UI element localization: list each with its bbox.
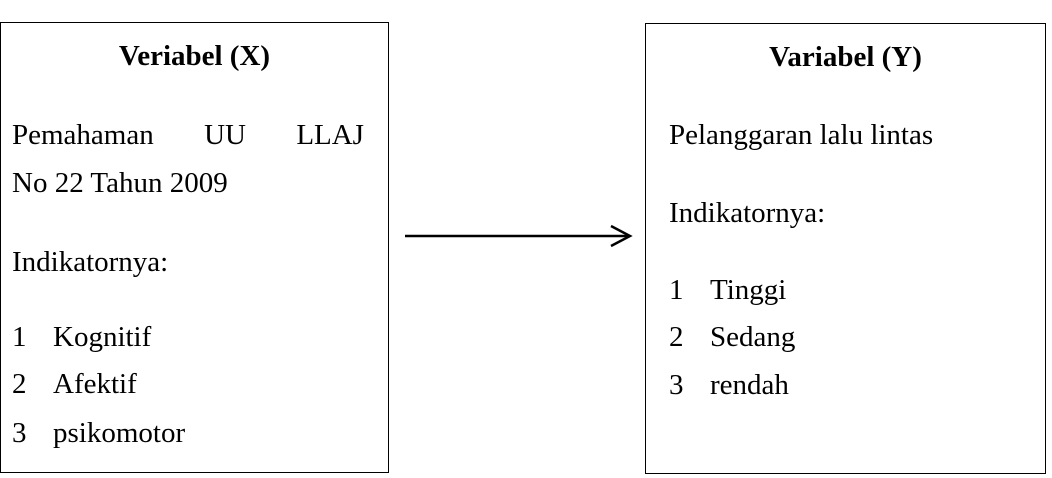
list-item	[646, 273, 1045, 309]
variable-y-indicator-label: Indikatornya:	[669, 197, 826, 229]
list-item	[1, 367, 388, 403]
arrow-connector	[405, 224, 635, 248]
variable-y-description: Pelanggaran lalu lintas	[669, 119, 934, 151]
list-item	[646, 320, 1045, 356]
list-item	[1, 416, 388, 452]
list-item-label: Afektif	[53, 368, 137, 400]
variable-y-box	[645, 23, 1046, 474]
list-item	[646, 368, 1045, 404]
variable-y-title: Variabel (Y)	[769, 41, 922, 73]
list-item-label: Tinggi	[710, 274, 787, 306]
variable-x-box	[0, 22, 389, 473]
variable-x-description-line2: No 22 Tahun 2009	[12, 167, 228, 199]
list-item-number: 1	[12, 321, 27, 353]
list-item-label: Sedang	[710, 321, 796, 353]
list-item-label: rendah	[710, 369, 789, 401]
list-item-number: 3	[12, 417, 27, 449]
variable-x-indicator-label: Indikatornya:	[12, 246, 169, 278]
list-item-label: Kognitif	[53, 321, 152, 353]
list-item-label: psikomotor	[53, 417, 186, 449]
variable-x-description-word: LLAJ	[296, 119, 364, 151]
list-item-number: 1	[669, 274, 684, 306]
variable-x-description-word: Pemahaman	[12, 119, 154, 151]
variable-x-description-line1	[12, 118, 364, 153]
variable-x-title: Veriabel (X)	[118, 40, 271, 72]
list-item-number: 3	[669, 369, 684, 401]
list-item	[1, 320, 388, 356]
list-item-number: 2	[669, 321, 684, 353]
variable-x-description-word: UU	[204, 119, 246, 151]
list-item-number: 2	[12, 368, 27, 400]
